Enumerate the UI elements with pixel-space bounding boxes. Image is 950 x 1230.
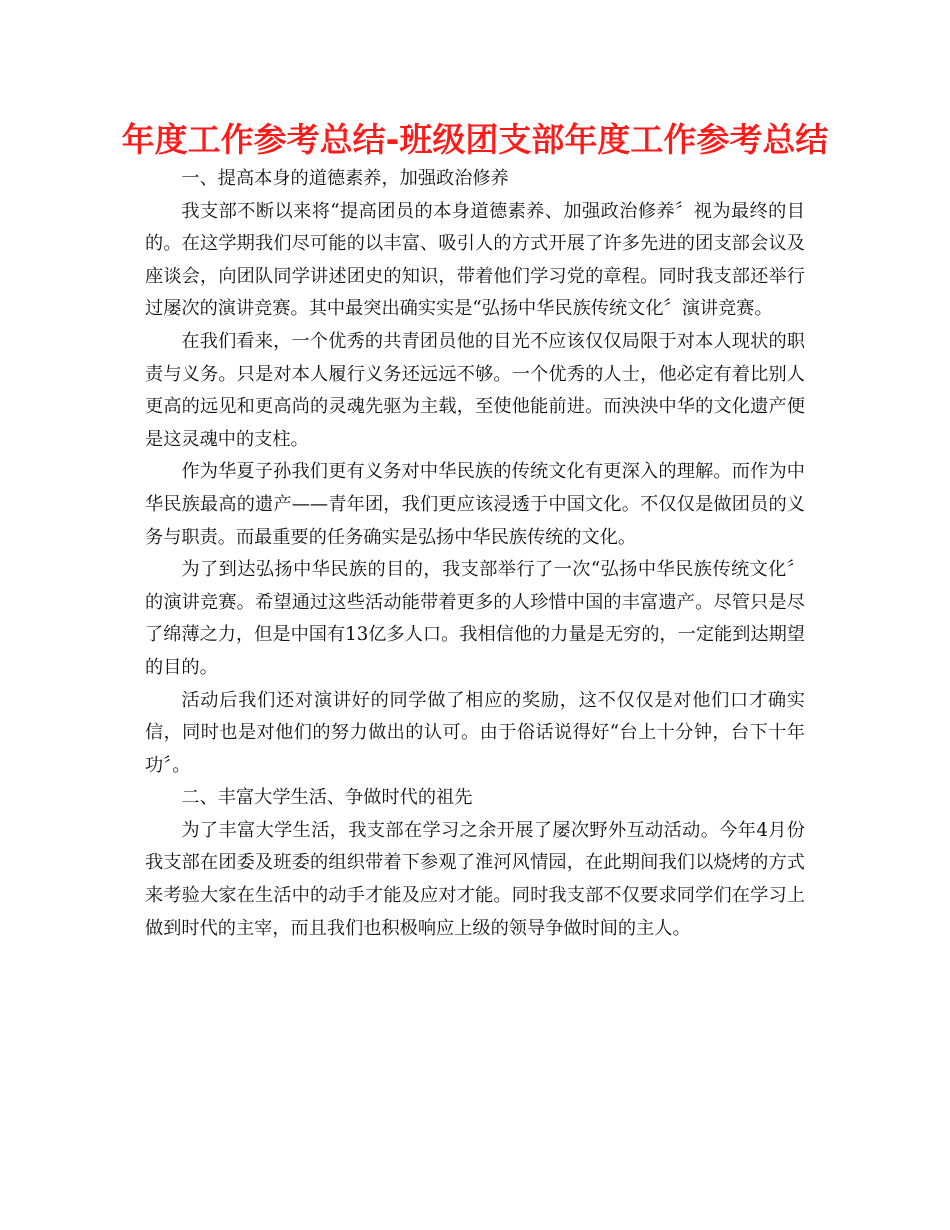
paragraph: 活动后我们还对演讲好的同学做了相应的奖励，这不仅仅是对他们口才确实信，同时也是对他们的努力做出的认可。由于俗话说得好“台上十分钟，台下十年功〞。	[145, 689, 805, 776]
paragraph: 作为华夏子孙我们更有义务对中华民族的传统文化有更深入的理解。而作为中华民族最高的遗产——青年团，我们更应该浸透于中国文化。不仅仅是做团员的义务与职责。而最重要的任务确实是弘扬中华民族传统的文化。	[145, 461, 805, 548]
section-heading-1: 一、提高本身的道德素养，加强政治修养	[181, 168, 509, 189]
paragraph: 在我们看来，一个优秀的共青团员他的目光不应该仅仅局限于对本人现状的职责与义务。只是对本人履行义务还远远不够。一个优秀的人士，他必定有着比别人更高的远见和更高尚的灵魂先驱为主载，至使他能前进。而泱泱中华的文化遗产便是这灵魂中的支柱。	[145, 330, 805, 450]
paragraph: 为了丰富大学生活，我支部在学习之余开展了屡次野外互动活动。今年4月份我支部在团委及班委的组织带着下参观了淮河风情园，在此期间我们以烧烤的方式来考验大家在生活中的动手才能及应对才能。同时我支部不仅要求同学们在学习上做到时代的主宰，而且我们也积极响应上级的领导争做时间的主人。	[145, 819, 805, 939]
paragraph: 为了到达弘扬中华民族的目的，我支部举行了一次“弘扬中华民族传统文化〞的演讲竞赛。希望通过这些活动能带着更多的人珍惜中国的丰富遗产。尽管只是尽了绵薄之力，但是中国有13亿多人口。我相信他的力量是无穷的，一定能到达期望的目的。	[145, 559, 805, 678]
section-heading-2: 二、丰富大学生活、争做时代的祖先	[181, 787, 473, 809]
paragraph: 我支部不断以来将“提高团员的本身道德素养、加强政治修养〞视为最终的目的。在这学期我们尽可能的以丰富、吸引人的方式开展了许多先进的团支部会议及座谈会，向团队同学讲述团史的知识，带着他们学习党的章程。同时我支部还举行过屡次的演讲竞赛。其中最突出确实实是“弘扬中华民族传统文化〞演讲竞赛。	[145, 200, 805, 320]
document-body	[145, 163, 805, 945]
document-title: 年度工作参考总结-班级团支部年度工作参考总结	[121, 120, 829, 159]
